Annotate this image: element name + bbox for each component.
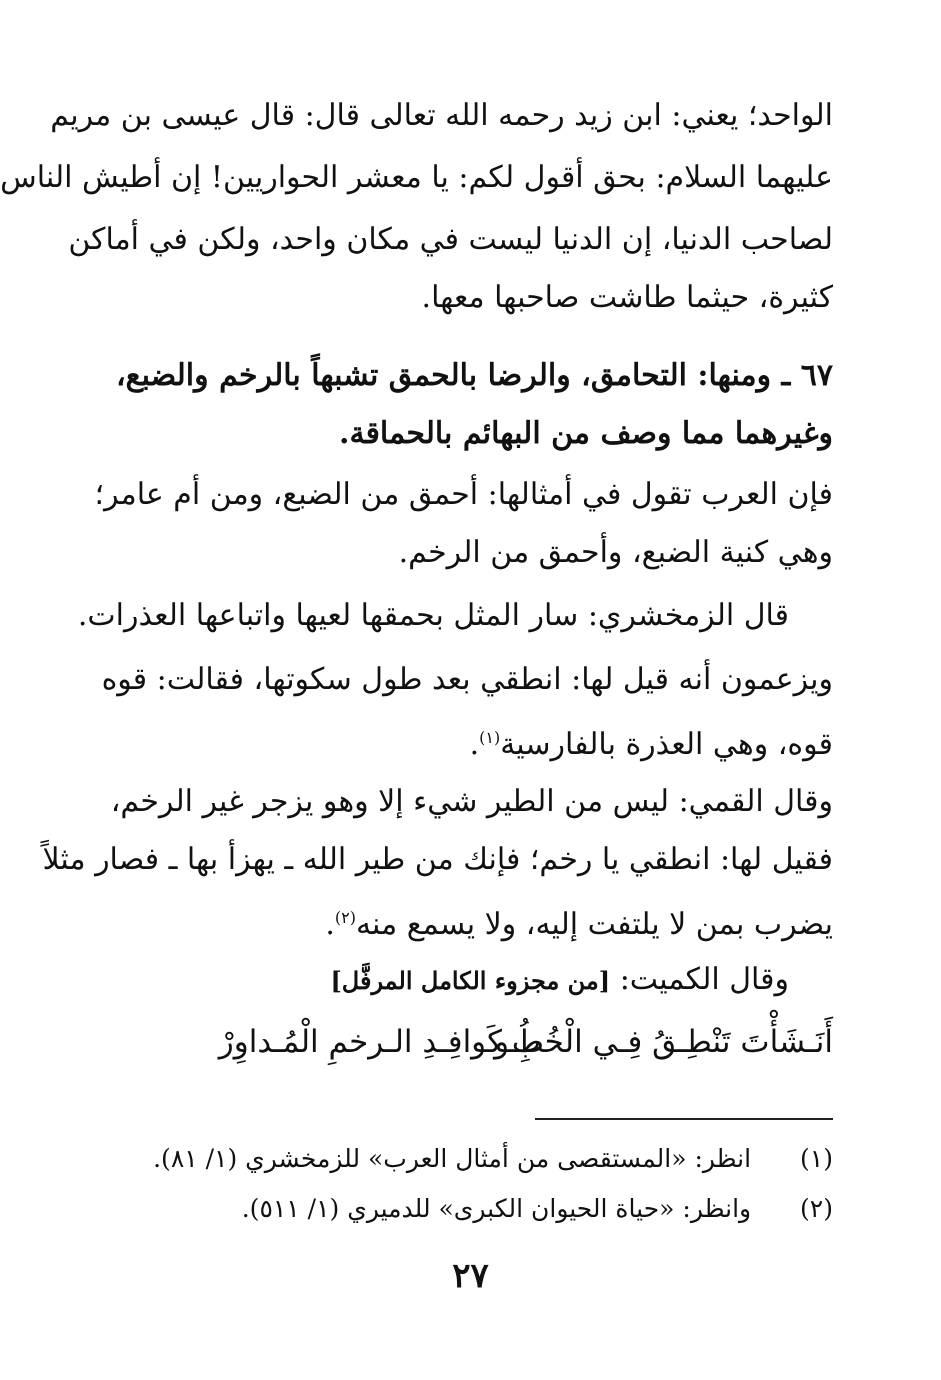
section-heading-67-cont: وغيرهما مما وصف من البهائم بالحماقة.	[339, 416, 833, 451]
text-line: عليهما السلام: بحق أقول لكم: يا معشر الحواريين! إن أطيش الناس	[0, 160, 833, 195]
text-line: وهي كنية الضبع، وأحمق من الرخم.	[398, 535, 833, 570]
footnote-text: انظر: «المستقصى من أمثال العرب» للزمخشري (١/ ٨١).	[153, 1144, 752, 1173]
text-line: ويزعمون أنه قيل لها: انطقي بعد طول سكوتها، فقالت: قوه	[101, 662, 833, 697]
text-line: يضرب بمن لا يلتفت إليه، ولا يسمع منه$^{(٢)}$.	[325, 907, 833, 942]
text-line	[77, 596, 833, 636]
verse-second-hemistich: بِ كَوافِـدِ الـرخمِ الْمُـداوِرْ	[218, 1024, 541, 1060]
verse-meter: [من مجزوء الكامل المرفَّل]	[330, 966, 611, 995]
footnote-1	[153, 1142, 833, 1176]
footnote-ref-2[interactable]: (٢)	[334, 908, 356, 927]
text-line: الواحد؛ يعني: ابن زيد رحمه الله تعالى قال: قال عيسى بن مريم	[50, 98, 833, 133]
text-line: وقال القمي: ليس من الطير شيء إلا وهو يزجر غير الرخم،	[110, 784, 833, 819]
footnote-number: (١)	[800, 1144, 833, 1173]
footnote-divider	[535, 1118, 833, 1120]
section-heading-67: ٦٧ ـ ومنها: التحامق، والرضا بالحمق تشبهاً بالرخم والضبع،	[115, 358, 833, 393]
text-line: لصاحب الدنيا، إن الدنيا ليست في مكان واحد، ولكن في أماكن	[68, 222, 833, 257]
footnote-number: (٢)	[800, 1194, 833, 1223]
footnote-2	[242, 1192, 833, 1226]
text-line: فإن العرب تقول في أمثالها: أحمق من الضبع، ومن أم عامر؛	[94, 477, 833, 512]
page-number: ٢٧	[452, 1256, 489, 1296]
text-line: قوه، وهي العذرة بالفارسية$^{(١)}$.	[469, 727, 833, 762]
footnote-ref-1[interactable]: (١)	[479, 728, 501, 747]
verse-intro: وقال الكميت: [من مجزوء الكامل المرفَّل]	[330, 962, 789, 997]
footnote-text: وانظر: «حياة الحيوان الكبرى» للدميري (١/ ٥١١).	[241, 1194, 752, 1223]
zamakhshari-quote: قال الزمخشري: سار المثل بحمقها لعيها واتباعها العذرات.	[77, 598, 789, 633]
text-line: كثيرة، حيثما طاشت صاحبها معها.	[421, 280, 833, 315]
text-line: فقيل لها: انطقي يا رخم؛ فإنك من طير الله ـ يهزأ بها ـ فصار مثلاً	[42, 842, 833, 877]
verse-first-hemistich: أَنَـشَأْتَ تَنْطِـقُ فِـي الْخُطُـو	[494, 1024, 833, 1060]
